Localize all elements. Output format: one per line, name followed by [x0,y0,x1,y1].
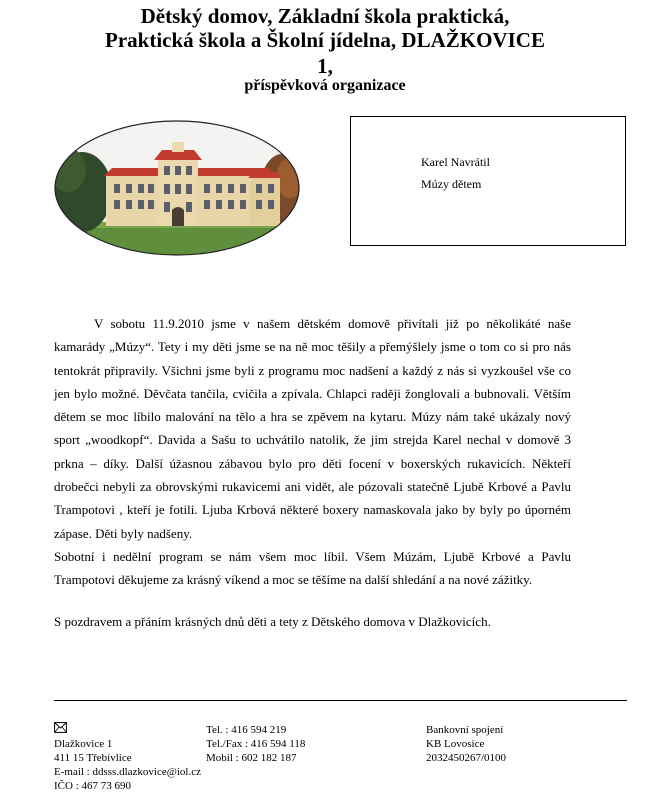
letter-body [54,312,571,633]
paragraph-2: Sobotní i nedělní program se nám všem moc líbil. Všem Múzám, Ljubě Krbové a Pavlu Trampotovi děkujeme za krásný víkend a moc se těšíme na další shledání a na nové zážitky. [54,548,571,588]
closing-line: S pozdravem a přáním krásných dnů děti a tety z Dětského domova v Dlažkovicích. [54,613,491,629]
header-line-1: Dětský domov, Základní škola praktická, [140,4,510,28]
footer-address-line-1: Dlažkovice 1 [54,738,113,750]
recipient-name: Karel Navrátil [421,155,490,169]
header-line-3: 1, [317,54,333,78]
header-line-2: Praktická škola a Školní jídelna, DLAŽKOVICE [105,28,545,52]
footer-address-line-2: 411 15 Třebívlice [54,752,132,764]
footer-bank-account: 2032450267/0100 [426,752,507,764]
footer-telfax: Tel./Fax : 416 594 118 [206,738,306,750]
footer-ico: IČO : 467 73 690 [54,780,131,792]
paragraph-1: V sobotu 11.9.2010 jsme v našem dětském domově přivítali již po několikáté naše kamarády „Múzy“. Tety i my děti jsme se na ně moc těšily a přemýšlely jsme o tom co si pro nás tentokrát připravily. Všichni jsme byli z programu moc nadšení a každý z nás si vyzkoušel vše co jen bylo možné. Děvčata tančila, cvičila a zpívala. Chlapci raději žonglovali a bubnovali. Větším dětem se moc líbilo malování na tělo a hra se zpěvem na kytaru. Múzy nám také ukázaly nový sport „woodkopf“. Davida a Sašu to uchvátilo natolik, že jim strejda Karel nechal v domově 3 prkna – díky. Další úžasnou zábavou bylo pro děti focení v boxerských rukavicích. Někteří drobečci nebyli za obrovskými rukavicemi ani vidět, ale pózovali statečně Ljubě Krbové a Pavlu Trampotovi , kteří je fotili. Ljuba Krbová některé boxery namaskovala jako by byly po úporném zápase. Děti byly nadšeny. [54,316,571,541]
recipient-subject: Múzy dětem [421,177,482,191]
school-building-photo [54,120,300,256]
envelope-icon [54,722,67,733]
footer-bank-name: KB Lovosice [426,738,485,750]
recipient-box [350,116,626,246]
footer-bank-title: Bankovní spojení [426,724,504,736]
header-subtitle: příspěvková organizace [244,77,406,94]
footer-mobil: Mobil : 602 182 187 [206,752,297,764]
footer-tel: Tel. : 416 594 219 [206,724,287,736]
footer-email: E-mail : ddsss.dlazkovice@iol.cz [54,766,201,778]
footer-divider [54,700,627,701]
